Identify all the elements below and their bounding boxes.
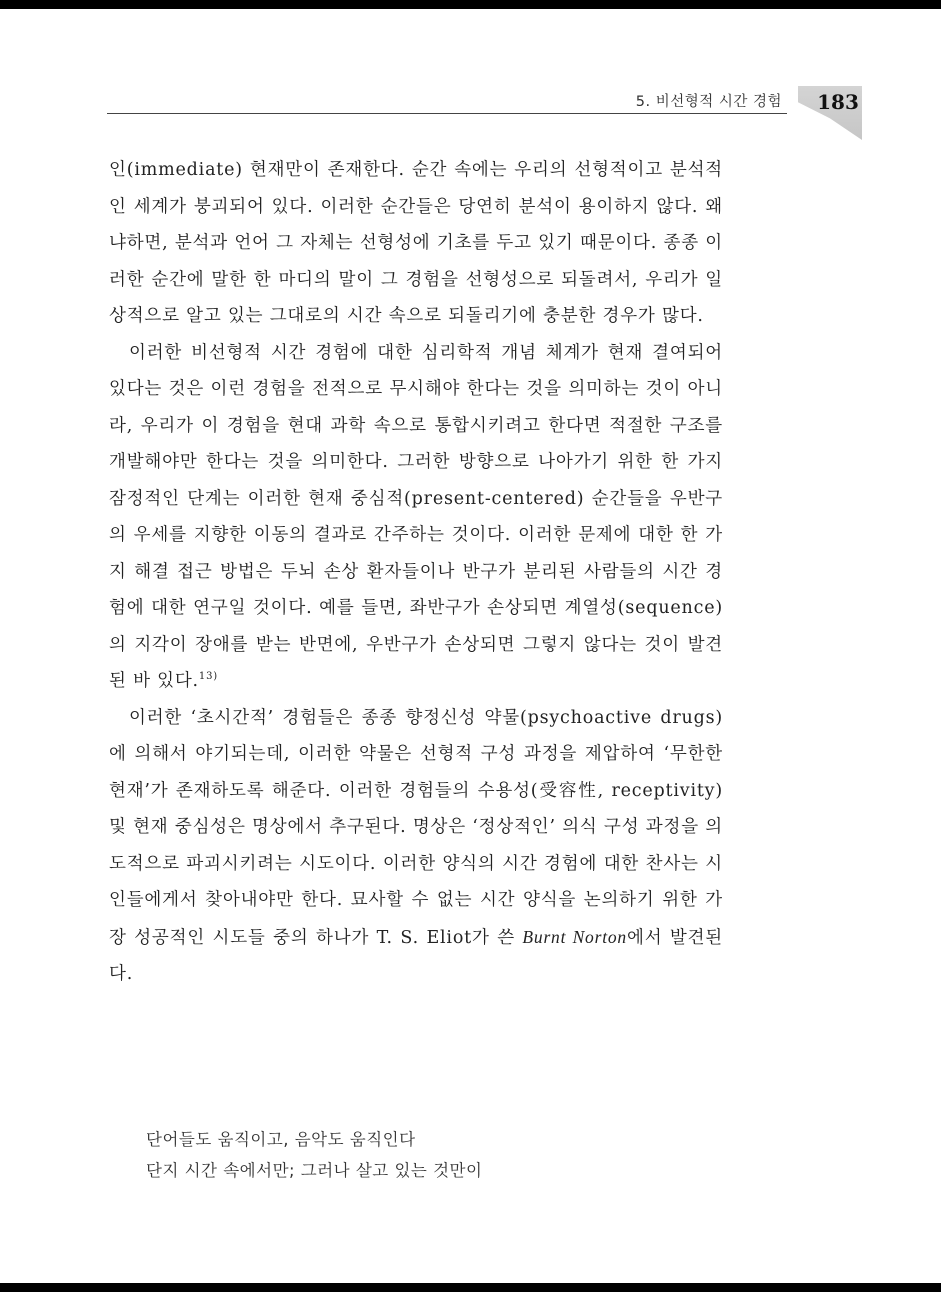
paragraph-3 — [109, 700, 723, 993]
bottom-border — [0, 1283, 941, 1292]
poem-line-2: 단지 시간 속에서만; 그러나 살고 있는 것만이 — [146, 1161, 483, 1180]
body-text — [109, 152, 723, 993]
poem-line-1: 단어들도 움직이고, 음악도 움직인다 — [146, 1130, 416, 1149]
paragraph-2-text: 이러한 비선형적 시간 경험에 대한 심리학적 개념 체계가 현재 결여되어 있다는 것은 이런 경험을 전적으로 무시해야 한다는 것을 의미하는 것이 아니라, 우리가 이 경험을 현대 과학 속으로 통합시키려고 한다면 적절한 구조를 개발해야만 한다는 것을 의미한다. 그러한 방향으로 나아가기 위한 한 가지 잠정적인 단계는 이러한 현재 중심적(present-centered) 순간들을 우반구의 우세를 지향한 이동의 결과로 간주하는 것이다. 이러한 문제에 대한 한 가지 해결 접근 방법은 두뇌 손상 환자들이나 반구가 분리된 사람들의 시간 경험에 대한 연구일 것이다. 예를 들면, 좌반구가 손상되면 계열성(sequence)의 지각이 장애를 받는 반면에, 우반구가 손상되면 그렇지 않다는 것이 발견된 바 있다. — [109, 342, 723, 691]
paragraph-3-text-start: 이러한 ‘초시간적’ 경험들은 종종 향정신성 약물(psychoactive drugs)에 의해서 야기되는데, 이러한 약물은 선형적 구성 과정을 제압하여 ‘무한한 현재’가 존재하도록 해준다. 이러한 경험들의 수용성(受容性, receptivity) 및 현재 중심성은 명상에서 추구된다. 명상은 ‘정상적인’ 의식 구성 과정을 의도적으로 파괴시키려는 시도이다. 이러한 양식의 시간 경험에 대한 찬사는 시인들에게서 찾아내야만 한다. 묘사할 수 없는 시간 양식을 논의하기 위한 가장 성공적인 시도들 중의 하나가 T. S. Eliot가 쓴 — [109, 707, 723, 948]
paragraph-3-text-end: 에서 발견된다. — [109, 927, 724, 984]
header-rule — [107, 113, 787, 114]
paragraph-1-text: 인(immediate) 현재만이 존재한다. 순간 속에는 우리의 선형적이고 분석적인 세계가 붕괴되어 있다. 이러한 순간들은 당연히 분석이 용이하지 않다. 왜냐하면, 분석과 언어 그 자체는 선형성에 기초를 두고 있기 때문이다. 종종 이러한 순간에 말한 한 마디의 말이 그 경험을 선형성으로 되돌려서, 우리가 일상적으로 알고 있는 그대로의 시간 속으로 되돌리기에 충분한 경우가 많다. — [109, 160, 723, 326]
top-border — [0, 0, 941, 9]
running-header: 5. 비선형적 시간 경험 — [635, 94, 782, 110]
paragraph-1 — [109, 152, 723, 335]
paragraph-2 — [109, 335, 723, 700]
footnote-marker: 13) — [198, 671, 218, 683]
poem-quote — [146, 1124, 706, 1186]
work-title: Burnt Norton — [522, 926, 627, 947]
page-number: 183 — [817, 90, 859, 114]
